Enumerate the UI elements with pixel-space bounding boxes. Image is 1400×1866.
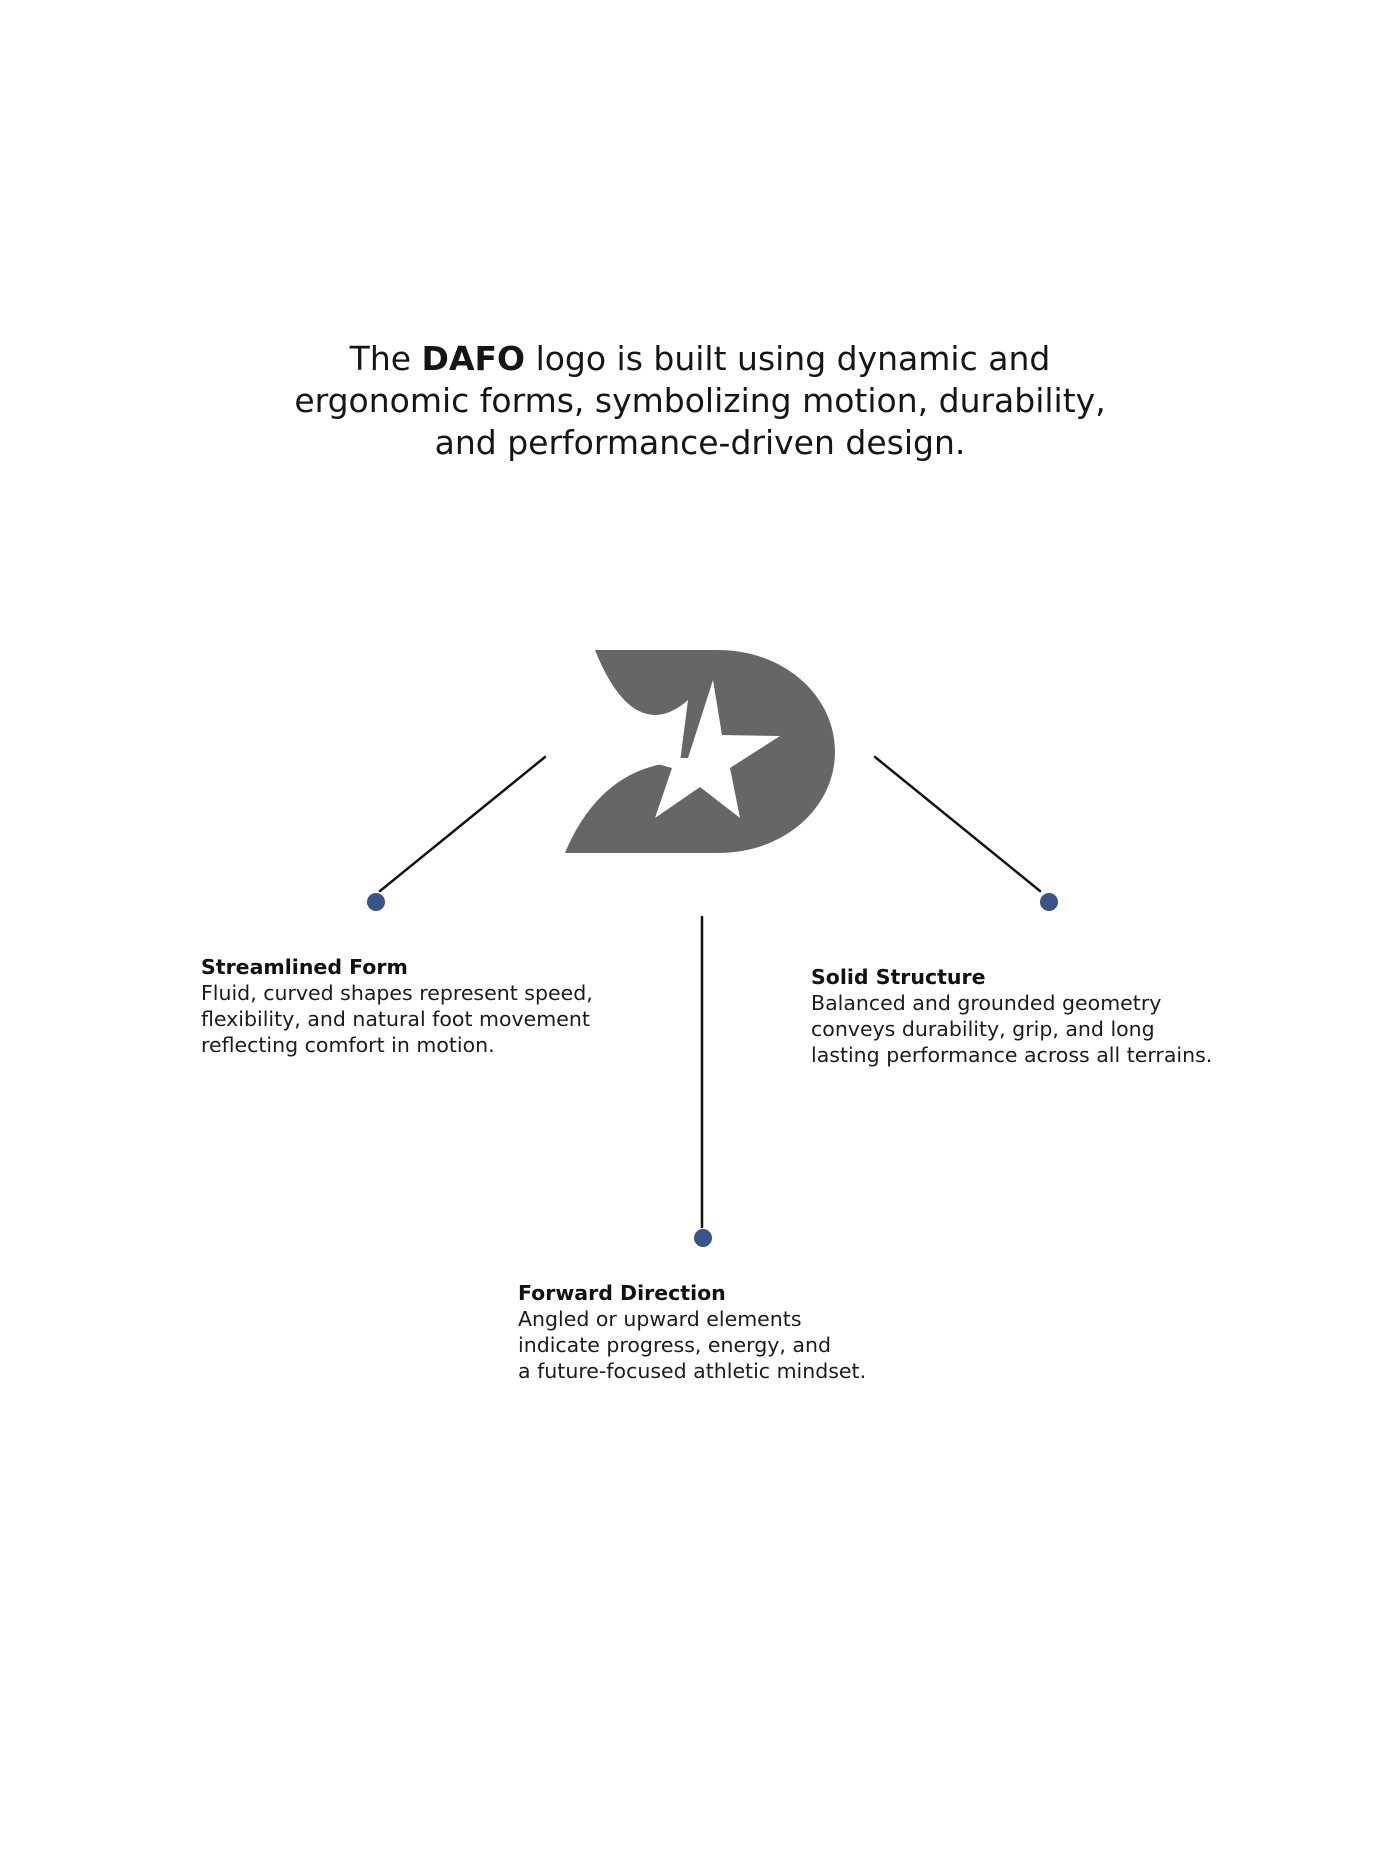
connector-dot-bottom (694, 1229, 712, 1247)
feature-title: Forward Direction (518, 1281, 726, 1305)
intro-brand-name: DAFO (421, 339, 526, 378)
intro-line-3: and performance-driven design. (434, 423, 966, 462)
feature-description-line: Balanced and grounded geometry (811, 991, 1162, 1015)
connector-dot-left (367, 893, 385, 911)
connector-line-left (380, 757, 545, 891)
feature-description-line: Fluid, curved shapes represent speed, (201, 981, 593, 1005)
intro-line-1-prefix: The (349, 339, 422, 378)
feature-title: Streamlined Form (201, 955, 408, 979)
feature-description-line: indicate progress, energy, and (518, 1333, 831, 1357)
feature-forward-direction (518, 1280, 958, 1384)
feature-solid-structure (811, 964, 1251, 1068)
feature-description-line: conveys durability, grip, and long (811, 1017, 1155, 1041)
feature-streamlined-form (201, 954, 641, 1058)
feature-description-line: Angled or upward elements (518, 1307, 802, 1331)
feature-title: Solid Structure (811, 965, 986, 989)
intro-line-1-suffix: logo is built using dynamic and (525, 339, 1051, 378)
feature-description-line: reflecting comfort in motion. (201, 1033, 495, 1057)
feature-description-line: flexibility, and natural foot movement (201, 1007, 590, 1031)
connector-line-right (875, 757, 1040, 891)
intro-line-2: ergonomic forms, symbolizing motion, durability, (294, 381, 1106, 420)
feature-description-line: a future-focused athletic mindset. (518, 1359, 867, 1383)
connector-dot-right (1040, 893, 1058, 911)
feature-description-line: lasting performance across all terrains. (811, 1043, 1213, 1067)
